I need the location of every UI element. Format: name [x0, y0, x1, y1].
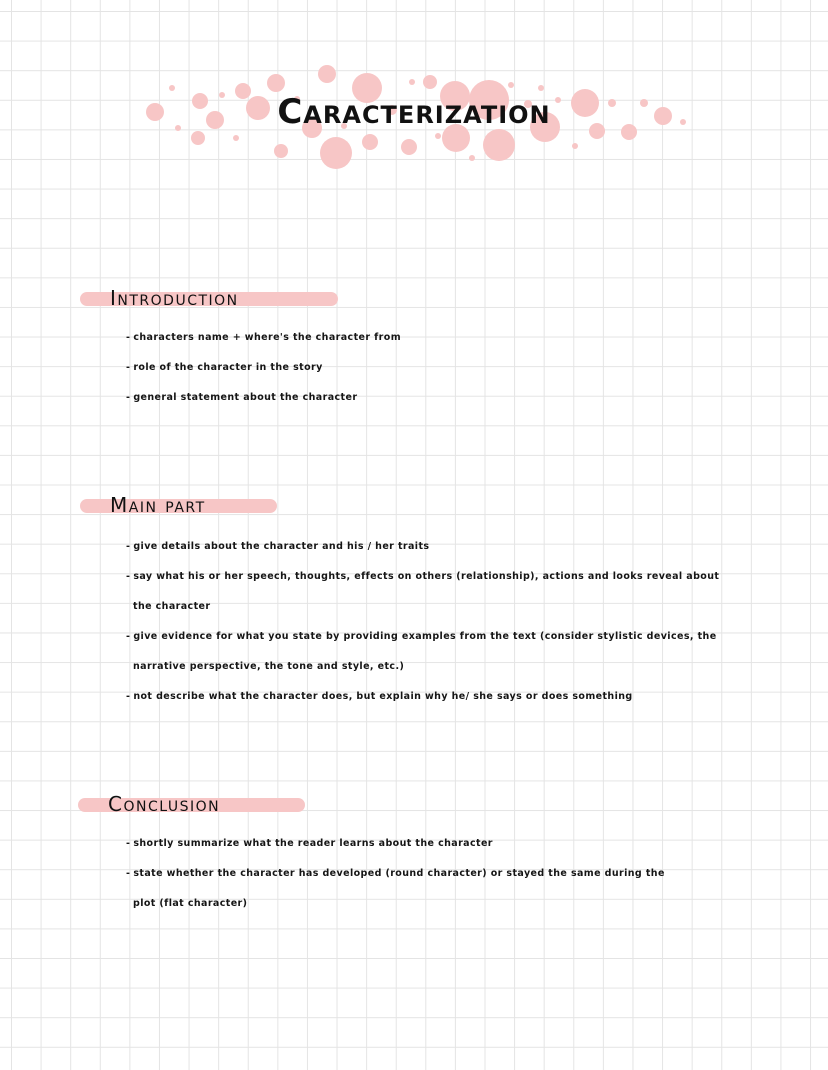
list-item: - role of the character in the story [126, 362, 323, 373]
list-item: - not describe what the character does, but explain why he/ she says or does something [126, 691, 633, 702]
introduction-list [126, 330, 401, 420]
section-heading-conclusion [78, 792, 220, 816]
list-item: - give evidence for what you state by providing examples from the text (consider stylistic devices, the narrative perspective, the tone and style, etc.) [126, 631, 717, 672]
list-item: - state whether the character has developed (round character) or stayed the same during the plot (flat character) [126, 868, 665, 909]
section-heading-main-part [80, 493, 206, 517]
section-heading-text: Main part [110, 493, 206, 517]
section-heading-introduction [80, 286, 239, 310]
list-item: - general statement about the character [126, 392, 358, 403]
list-item: - characters name + where's the character from [126, 332, 401, 343]
conclusion-list [126, 836, 665, 926]
page-title: Caracterization [277, 92, 551, 132]
section-heading-text: Introduction [110, 286, 239, 310]
list-item: - say what his or her speech, thoughts, effects on others (relationship), actions and looks reveal about the character [126, 571, 720, 612]
list-item: - shortly summarize what the reader learns about the character [126, 838, 493, 849]
list-item: - give details about the character and his / her traits [126, 541, 430, 552]
section-heading-text: Conclusion [108, 792, 221, 816]
main-part-list [126, 539, 719, 719]
